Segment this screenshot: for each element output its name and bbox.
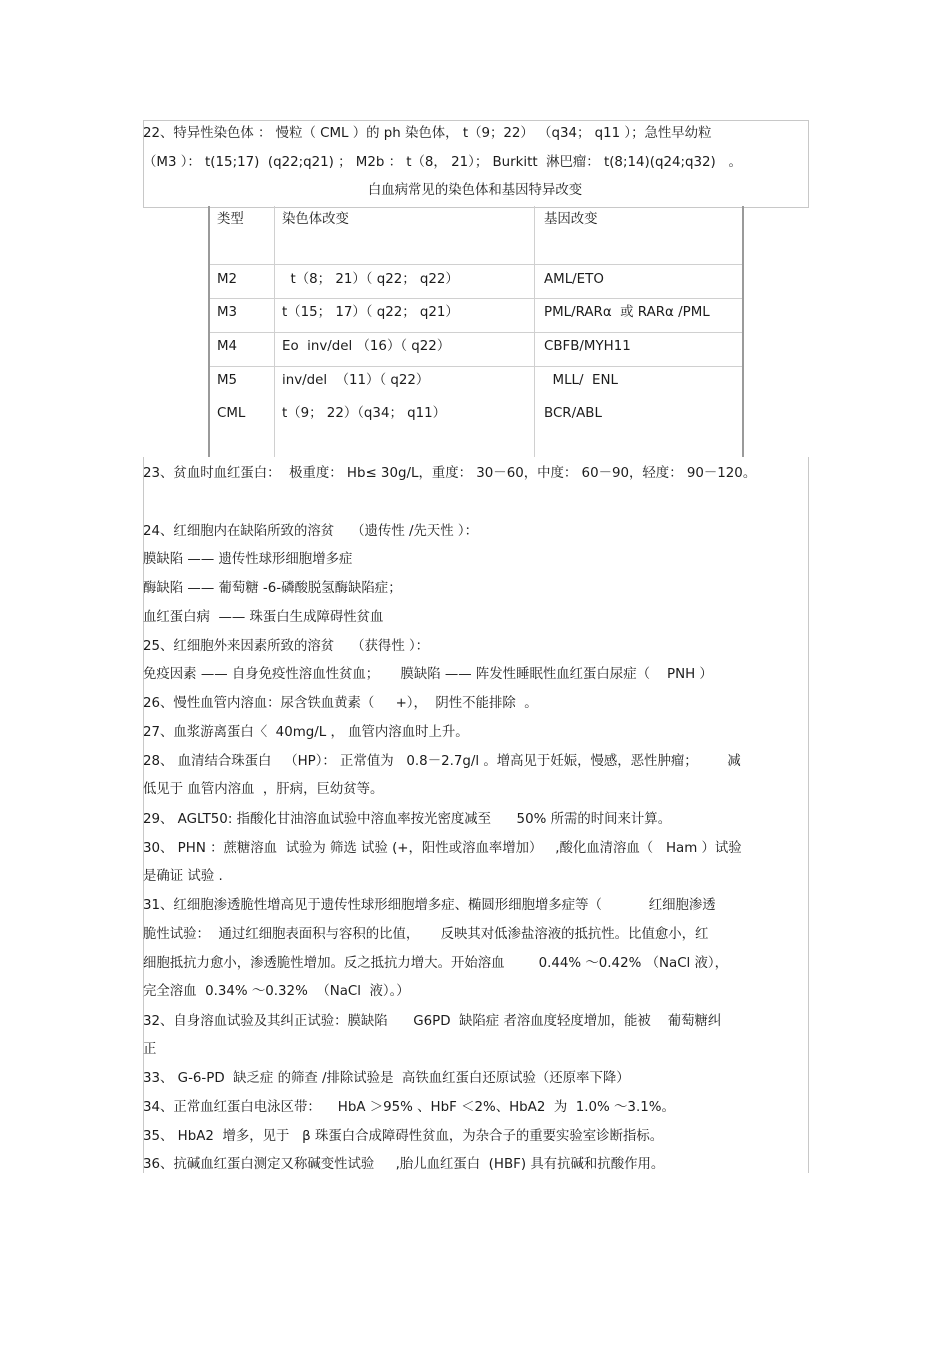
row-m5-type: M5 <box>217 373 238 388</box>
note-28-line-2: 低见于 血管内溶血 ，肝病，巨幼贫等。 <box>143 782 384 797</box>
note-24-heading: 24、红细胞内在缺陷所致的溶贫 （遗传性 /先天性 ）： <box>143 524 478 539</box>
note-28-line-1: 28、 血清结合珠蛋白 （HP）： 正常值为 0.8－2.7g/l 。增高见于妊娠，慢感，恶性肿瘤； 减 <box>143 754 741 769</box>
note-36: 36、抗碱血红蛋白测定又称碱变性试验 ,胎儿血红蛋白 (HBF) 具有抗碱和抗酸作用。 <box>143 1157 665 1172</box>
row-cml-gene: BCR/ABL <box>544 406 602 421</box>
row-cml-type: CML <box>217 406 246 421</box>
note-35: 35、 HbA2 增多，见于 β 珠蛋白合成障碍性贫血，为杂合子的重要实验室诊断指标。 <box>143 1129 664 1144</box>
note-32-line-1: 32、自身溶血试验及其纠正试验：膜缺陷 G6PD 缺陷症 者溶血度轻度增加，能被 葡萄糖纠 <box>143 1014 722 1029</box>
row-m2-type: M2 <box>217 272 238 287</box>
note-29: 29、 AGLT50: 指酸化甘油溶血试验中溶血率按光密度减至 50% 所需的时间来计算。 <box>143 812 672 827</box>
row-m2-chromosome: t（8； 21）（ q22； q22） <box>282 272 459 287</box>
note-31-line-2: 脆性试验： 通过红细胞表面积与容积的比值， 反映其对低渗盐溶液的抵抗性。比值愈小，红 <box>143 927 709 942</box>
table-row-divider <box>210 366 742 367</box>
row-cml-chromosome: t（9； 22）（q34； q11） <box>282 406 447 421</box>
leukemia-chromosome-table <box>208 206 744 457</box>
note-25-items: 免疫因素 —— 自身免疫性溶血性贫血； 膜缺陷 —— 阵发性睡眠性血红蛋白尿症（ PNH ） <box>143 667 713 682</box>
note-33: 33、 G-6-PD 缺乏症 的筛查 /排除试验是 高铁血红蛋白还原试验（还原率下降） <box>143 1071 630 1086</box>
row-m3-chromosome: t（15； 17）（ q22； q21） <box>282 305 459 320</box>
table-row-divider <box>210 298 742 299</box>
table-caption: 白血病常见的染色体和基因特异改变 <box>367 183 583 198</box>
note-24-item-enzyme: 酶缺陷 —— 葡萄糖 -6-磷酸脱氢酶缺陷症； <box>143 581 402 596</box>
note-25-heading: 25、红细胞外来因素所致的溶贫 （获得性 ）： <box>143 639 430 654</box>
note-22-line-1: 22、特异性染色体 ： 慢粒（ CML ）的 ph 染色体， t（9；22） （q34； q11 ）；急性早幼粒 <box>143 126 712 141</box>
row-m4-type: M4 <box>217 339 238 354</box>
row-m3-gene: PML/RARα 或 RARα /PML <box>544 305 710 320</box>
note-30-line-1: 30、 PHN ：蔗糖溶血 试验为 筛选 试验 (+，阳性或溶血率增加） ,酸化血清溶血（ Ham ）试验 <box>143 841 742 856</box>
note-31-line-3: 细胞抵抗力愈小，渗透脆性增加。反之抵抗力增大。开始溶血 0.44% ～0.42% （NaCl 液）， <box>143 956 728 971</box>
header-type: 类型 <box>217 212 244 227</box>
table-row-divider <box>210 264 742 265</box>
row-m5-gene: MLL/ ENL <box>544 373 618 388</box>
note-31-line-1: 31、红细胞渗透脆性增高见于遗传性球形细胞增多症、椭圆形细胞增多症等（ 红细胞渗透 <box>143 898 716 913</box>
note-27: 27、血浆游离蛋白〈 40mg/L ， 血管内溶血时上升。 <box>143 725 469 740</box>
note-22-line-2: （M3 ）： t(15;17) (q22;q21) ； M2b ： t（8， 21）； Burkitt 淋巴瘤： t(8;14)(q24;q32) 。 <box>143 155 742 170</box>
header-chromosome: 染色体改变 <box>282 212 349 227</box>
note-26: 26、慢性血管内溶血：尿含铁血黄素（ +）， 阴性不能排除 。 <box>143 696 538 711</box>
note-24-item-membrane: 膜缺陷 —— 遗传性球形细胞增多症 <box>143 552 353 567</box>
note-31-line-4: 完全溶血 0.34% ～0.32% （NaCl 液）。） <box>143 984 410 999</box>
note-34: 34、正常血红蛋白电泳区带： HbA ＞95% 、HbF ＜2%、HbA2 为 1.0% ～3.1%。 <box>143 1100 675 1115</box>
note-32-line-2: 正 <box>143 1042 157 1057</box>
row-m5-chromosome: inv/del （11）（ q22） <box>282 373 430 388</box>
note-30-line-2: 是确证 试验 . <box>143 869 223 884</box>
row-m2-gene: AML/ETO <box>544 272 604 287</box>
note-24-item-hemoglobin: 血红蛋白病 —— 珠蛋白生成障碍性贫血 <box>143 610 384 625</box>
row-m3-type: M3 <box>217 305 238 320</box>
row-m4-gene: CBFB/MYH11 <box>544 339 631 354</box>
header-gene: 基因改变 <box>544 212 598 227</box>
note-23: 23、贫血时血红蛋白： 极重度： Hb≤ 30g/L，重度： 30－60，中度： 60－90，轻度： 90－120。 <box>143 466 757 481</box>
row-m4-chromosome: Eo inv/del （16）（ q22） <box>282 339 451 354</box>
table-row-divider <box>210 332 742 333</box>
